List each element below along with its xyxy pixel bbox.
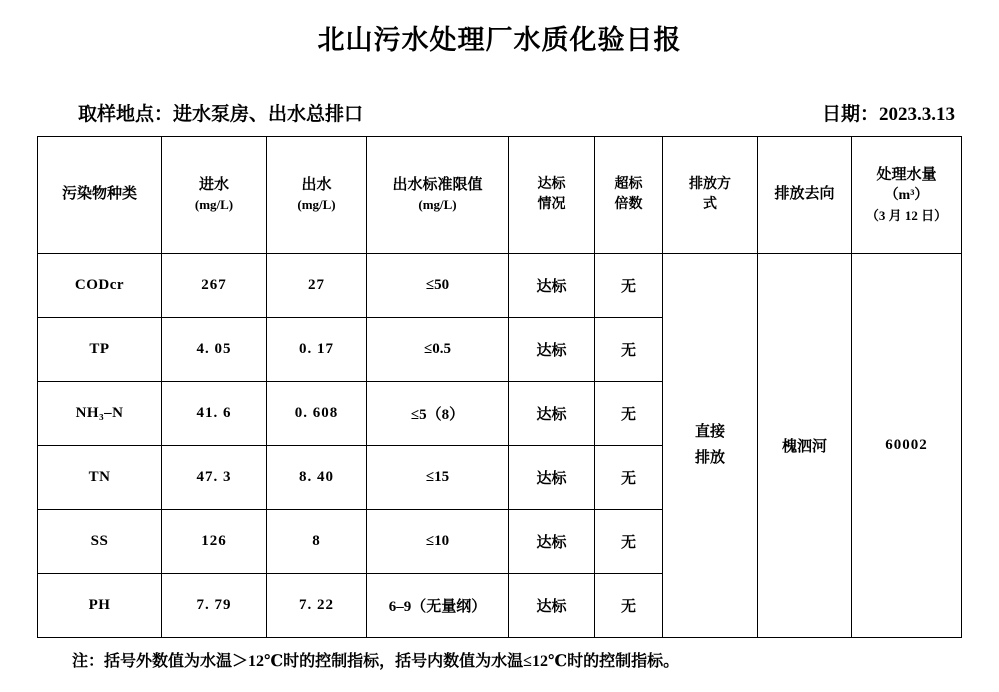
cell-pollutant: NH₃–N: [38, 382, 162, 446]
header-influent-label: 进水: [198, 176, 229, 193]
header-effluent-label: 出水: [301, 176, 332, 193]
cell-influent: 267: [162, 254, 267, 318]
cell-compliance: 达标: [509, 318, 595, 382]
header-influent-unit: (mg/L): [194, 197, 234, 213]
report-page: [0, 18, 999, 692]
water-quality-table: [37, 136, 962, 638]
cell-discharge-mode: [663, 254, 758, 638]
header-discharge-mode-line1: 排放方: [689, 176, 731, 192]
header-influent: [162, 137, 267, 254]
header-volume-line3: （3 月 12 日）: [865, 207, 948, 223]
cell-compliance: 达标: [509, 446, 595, 510]
header-limit-label: 出水标准限值: [392, 176, 483, 193]
cell-exceed: 无: [595, 574, 663, 638]
cell-volume: 60002: [852, 254, 962, 638]
header-limit: [367, 137, 509, 254]
cell-effluent: 7. 22: [267, 574, 367, 638]
cell-exceed: 无: [595, 510, 663, 574]
cell-pollutant: CODcr: [38, 254, 162, 318]
cell-effluent: 8. 40: [267, 446, 367, 510]
cell-influent: 126: [162, 510, 267, 574]
header-compliance: [509, 137, 595, 254]
cell-limit: ≤10: [367, 510, 509, 574]
cell-limit: ≤15: [367, 446, 509, 510]
cell-pollutant: PH: [38, 574, 162, 638]
header-effluent: [267, 137, 367, 254]
header-effluent-unit: (mg/L): [297, 197, 336, 213]
discharge-mode-line2: 排放: [694, 449, 725, 466]
cell-compliance: 达标: [509, 254, 595, 318]
cell-effluent: 0. 17: [267, 318, 367, 382]
sample-location: 取样地点：进水泵房、出水总排口: [78, 104, 364, 125]
cell-limit: ≤5（8）: [367, 382, 509, 446]
cell-discharge-direction: 槐泗河: [758, 254, 852, 638]
header-compliance-line2: 情况: [537, 197, 566, 212]
cell-influent: 47. 3: [162, 446, 267, 510]
discharge-mode-line1: 直接: [694, 424, 725, 440]
cell-limit: 6–9（无量纲）: [367, 574, 509, 638]
cell-pollutant: SS: [38, 510, 162, 574]
header-exceed: [595, 137, 663, 254]
header-exceed-line1: 超标: [614, 176, 643, 192]
header-compliance-line1: 达标: [537, 176, 566, 192]
cell-pollutant: TP: [38, 318, 162, 382]
cell-pollutant: TN: [38, 446, 162, 510]
report-date: 日期：2023.3.13: [821, 104, 955, 125]
cell-effluent: 0. 608: [267, 382, 367, 446]
footnote: 注：括号外数值为水温＞12℃时的控制指标，括号内数值为水温≤12℃时的控制指标。: [72, 653, 680, 670]
meta-row: [78, 99, 955, 126]
header-discharge-mode: [663, 137, 758, 254]
cell-exceed: 无: [595, 318, 663, 382]
cell-influent: 41. 6: [162, 382, 267, 446]
cell-effluent: 8: [267, 510, 367, 574]
cell-compliance: 达标: [509, 510, 595, 574]
header-exceed-line2: 倍数: [614, 197, 643, 212]
header-volume: [852, 137, 962, 254]
page-title: 北山污水处理厂水质化验日报: [317, 25, 682, 55]
cell-exceed: 无: [595, 446, 663, 510]
header-limit-unit: (mg/L): [418, 197, 457, 213]
header-pollutant: 污染物种类: [38, 137, 162, 254]
cell-exceed: 无: [595, 254, 663, 318]
cell-influent: 7. 79: [162, 574, 267, 638]
header-volume-line2: （m³）: [884, 188, 929, 204]
header-volume-line1: 处理水量: [876, 166, 937, 183]
cell-compliance: 达标: [509, 382, 595, 446]
cell-exceed: 无: [595, 382, 663, 446]
cell-limit: ≤0.5: [367, 318, 509, 382]
header-discharge-mode-line2: 式: [703, 197, 717, 212]
cell-limit: ≤50: [367, 254, 509, 318]
table-row: [38, 254, 962, 318]
cell-compliance: 达标: [509, 574, 595, 638]
table-header-row: [38, 137, 962, 254]
cell-influent: 4. 05: [162, 318, 267, 382]
header-discharge-direction: 排放去向: [758, 137, 852, 254]
cell-effluent: 27: [267, 254, 367, 318]
